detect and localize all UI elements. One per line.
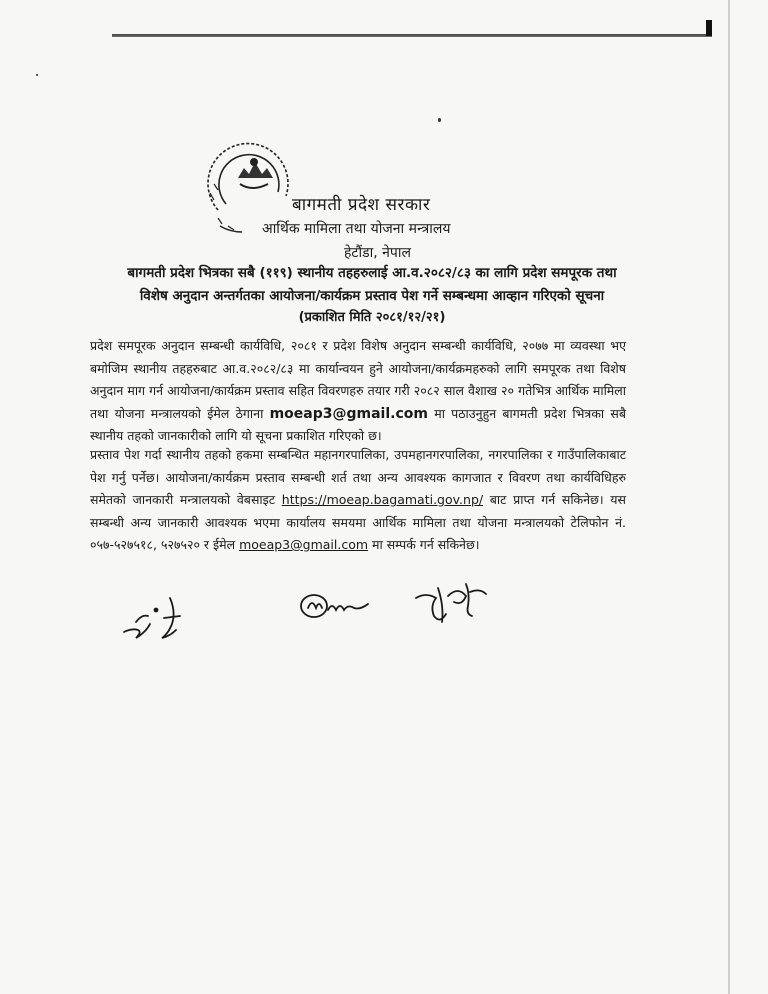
contact-email-link[interactable]: moeap3@gmail.com — [239, 537, 369, 552]
signature-3 — [412, 578, 492, 634]
ministry-name: आर्थिक मामिला तथा योजना मन्त्रालय — [262, 221, 451, 237]
government-name: बागमती प्रदेश सरकार — [292, 195, 431, 215]
scan-border-mark — [706, 20, 712, 36]
signature-2 — [296, 588, 376, 628]
paragraph-text: बाट प्राप्त गर्न सकिनेछ। यस सम्बन्धी अन्य जानकारी आवश्यक भएमा कार्यालय समयमा आर्थिक मामिला तथा योजना मन्त्रालयको टेलिफोन नं. ०५७-५२७५१८, ५२७५२० र ईमेल — [90, 492, 626, 552]
notice-title-line-1: बागमती प्रदेश भित्रका सबै (११९) स्थानीय तहहरुलाई आ.व.२०८२/८३ का लागि प्रदेश समपूरक तथा — [127, 265, 617, 281]
scan-border-top — [112, 34, 712, 37]
scan-border-right — [728, 0, 730, 994]
signature-1 — [118, 592, 198, 648]
notice-title-line-2: विशेष अनुदान अन्तर्गतका आयोजना/कार्यक्रम प्रस्ताव पेश गर्ने सम्बन्धमा आव्हान गरिएको सूचना — [139, 288, 605, 304]
paragraph-text: मा सम्पर्क गर्न सकिनेछ। — [368, 537, 480, 552]
submission-email[interactable]: moeap3@gmail.com — [269, 405, 428, 422]
published-date: (प्रकाशित मिति २०८१/१२/२१) — [298, 310, 446, 325]
office-location: हेटौंडा, नेपाल — [344, 245, 411, 261]
paragraph-text: प्रदेश समपूरक अनुदान सम्बन्धी कार्यविधि, २०८१ र प्रदेश विशेष अनुदान सम्बन्धी कार्यविधि, २०७७ मा व्यवस्था भए बमोजिम स्थानीय तहहरुबाट आ.व.२०८२/८३ मा कार्यान्वयन हुने आयोजना/कार्यक्रमहरुको लागि समपूरक तथा विशेष अनुदान माग गर्न आयोजना/कार्यक्रम प्रस्ताव सहित विवरणहरु तयार गरी २०८२ साल वैशाख २० गतेभित्र आर्थिक मामिला तथा योजना मन्त्रालयको ईमेल ठेगाना — [90, 338, 626, 421]
notice-paragraph-1 — [90, 335, 626, 448]
paragraph-text: प्रस्ताव पेश गर्दा स्थानीय तहको हकमा सम्बन्धित महानगरपालिका, उपमहानगरपालिका, नगरपालिका र गाउँपालिकाबाट पेश गर्नु पर्नेछ। आयोजना/कार्यक्रम प्रस्ताव सम्बन्धी शर्त तथा अन्य आवश्यक कागजात र विवरण तथा कार्यविधिहरु समेतको जानकारी मन्त्रालयको वेबसाइट — [90, 447, 626, 507]
scan-speck — [36, 74, 38, 76]
ministry-website-link[interactable]: https://moeap.bagamati.gov.np/ — [281, 492, 484, 507]
scan-speck — [438, 118, 441, 122]
paragraph-text: मा पठाउनुहुन बागमती प्रदेश भित्रका सबै स्थानीय तहको जानकारीको लागि यो सूचना प्रकाशित गरिएको छ। — [90, 405, 626, 443]
notice-paragraph-2 — [90, 444, 626, 557]
